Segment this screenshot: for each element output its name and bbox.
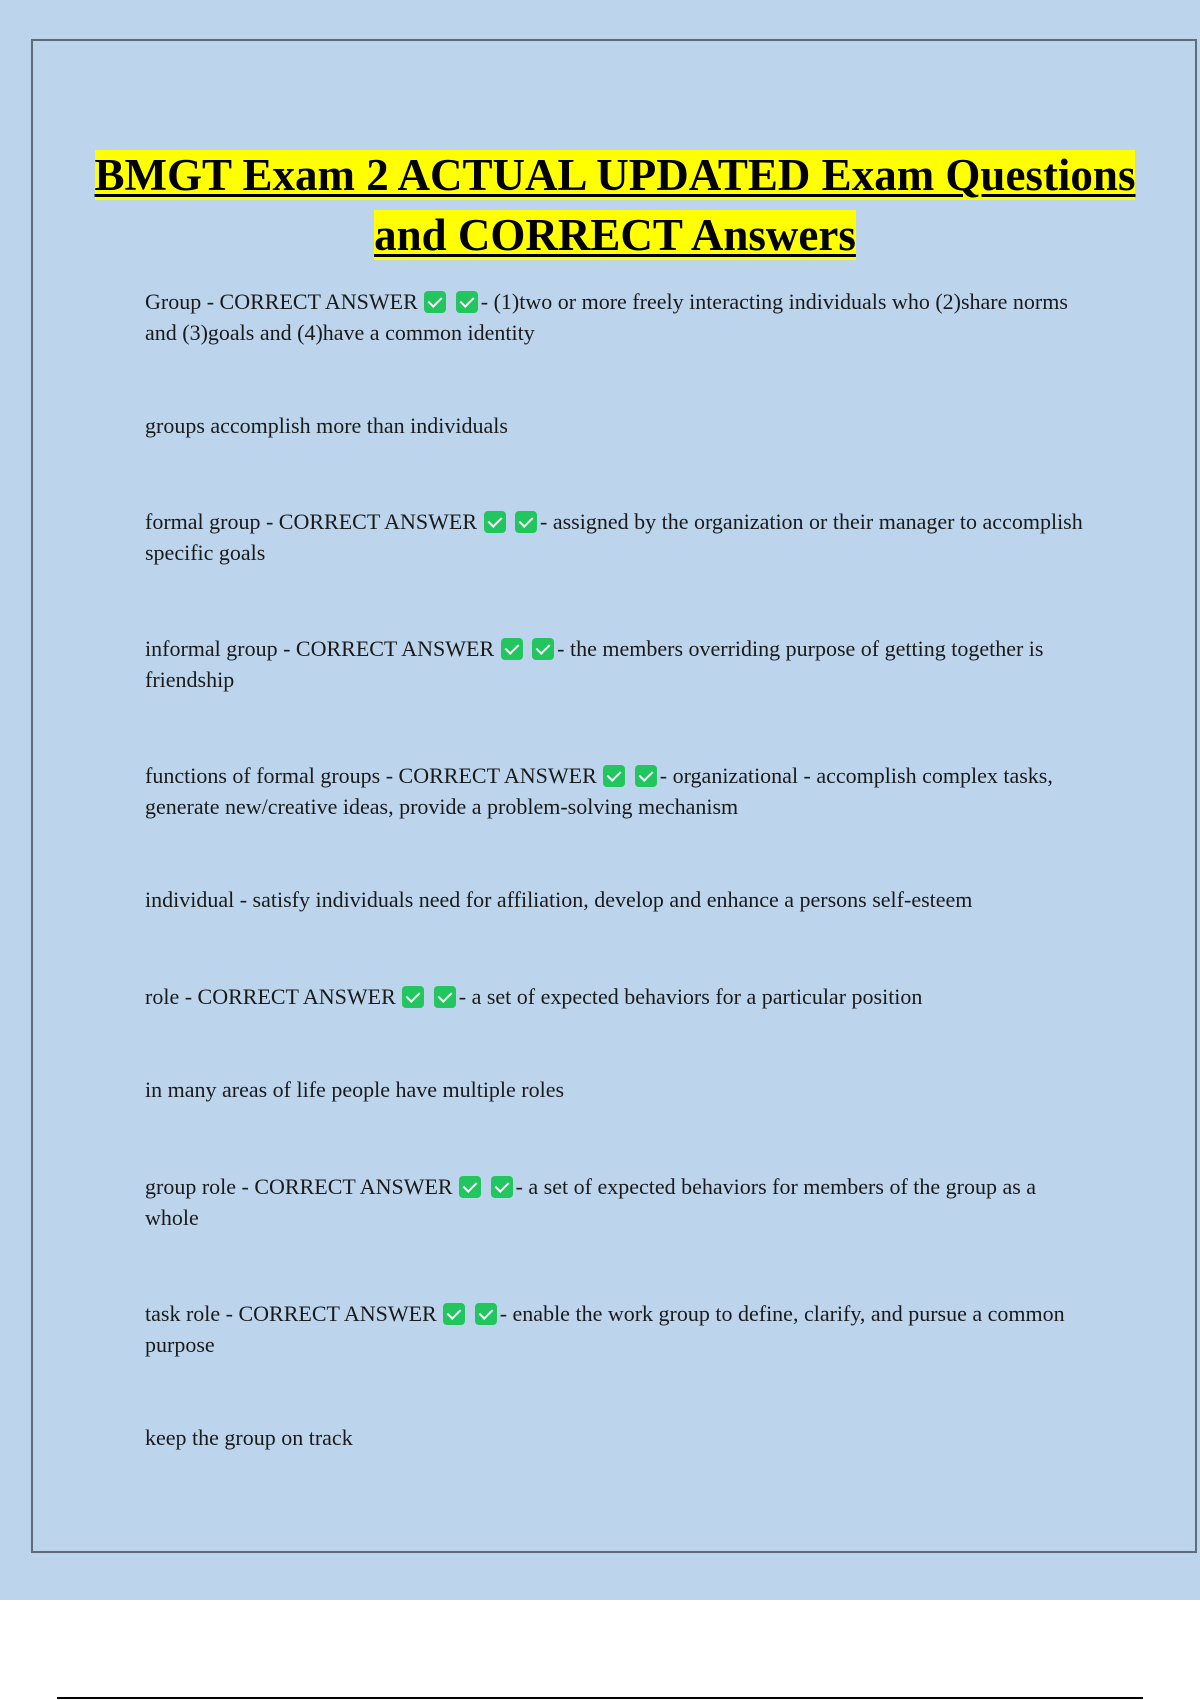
- entry-definition: - (1)two or more freely interacting individuals who (2)share norms and (3)goals and (4)have a common identity: [145, 289, 1068, 345]
- qa-entry: [145, 981, 1095, 1012]
- qa-entry: [145, 506, 1095, 568]
- entry-definition: - assigned by the organization or their manager to accomplish specific goals: [145, 509, 1083, 565]
- check-mark-icon: [491, 1176, 513, 1198]
- entry-term: functions of formal groups - CORRECT ANSWER: [145, 763, 597, 788]
- check-mark-icon: [515, 511, 537, 533]
- entry-term: formal group - CORRECT ANSWER: [145, 509, 478, 534]
- check-mark-icon: [484, 511, 506, 533]
- check-mark-icon: [475, 1303, 497, 1325]
- entry-definition: - enable the work group to define, clarify, and pursue a common purpose: [145, 1301, 1065, 1357]
- qa-entry: [145, 1171, 1095, 1233]
- check-mark-icon: [532, 638, 554, 660]
- entry-definition: - organizational - accomplish complex tasks, generate new/creative ideas, provide a problem-solving mechanism: [145, 763, 1053, 819]
- note-entry: in many areas of life people have multiple roles: [145, 1077, 565, 1102]
- check-mark-icon: [443, 1303, 465, 1325]
- entry-definition: - a set of expected behaviors for a particular position: [458, 984, 923, 1009]
- entry-term: task role - CORRECT ANSWER: [145, 1301, 437, 1326]
- entry-term: role - CORRECT ANSWER: [145, 984, 396, 1009]
- check-mark-icon: [402, 986, 424, 1008]
- qa-entry: [145, 760, 1095, 822]
- note-entry: keep the group on track: [145, 1425, 353, 1450]
- check-mark-icon: [456, 291, 478, 313]
- check-mark-icon: [424, 291, 446, 313]
- document-title-text: BMGT Exam 2 ACTUAL UPDATED Exam Questions and CORRECT Answers: [94, 150, 1136, 260]
- document-title: [60, 145, 1170, 265]
- qa-entry: [145, 286, 1095, 348]
- note-entry: individual - satisfy individuals need for affiliation, develop and enhance a persons self-esteem: [145, 887, 973, 912]
- entry-term: Group - CORRECT ANSWER: [145, 289, 418, 314]
- qa-entry: [145, 633, 1095, 695]
- check-mark-icon: [434, 986, 456, 1008]
- check-mark-icon: [459, 1176, 481, 1198]
- check-mark-icon: [603, 765, 625, 787]
- entry-definition: - the members overriding purpose of getting together is friendship: [145, 636, 1044, 692]
- note-entry: groups accomplish more than individuals: [145, 413, 508, 438]
- entry-term: group role - CORRECT ANSWER: [145, 1174, 453, 1199]
- qa-entry: [145, 1298, 1095, 1360]
- check-mark-icon: [635, 765, 657, 787]
- check-mark-icon: [501, 638, 523, 660]
- footer-divider: [57, 1697, 1143, 1699]
- entry-definition: - a set of expected behaviors for members of the group as a whole: [145, 1174, 1037, 1230]
- entry-term: informal group - CORRECT ANSWER: [145, 636, 495, 661]
